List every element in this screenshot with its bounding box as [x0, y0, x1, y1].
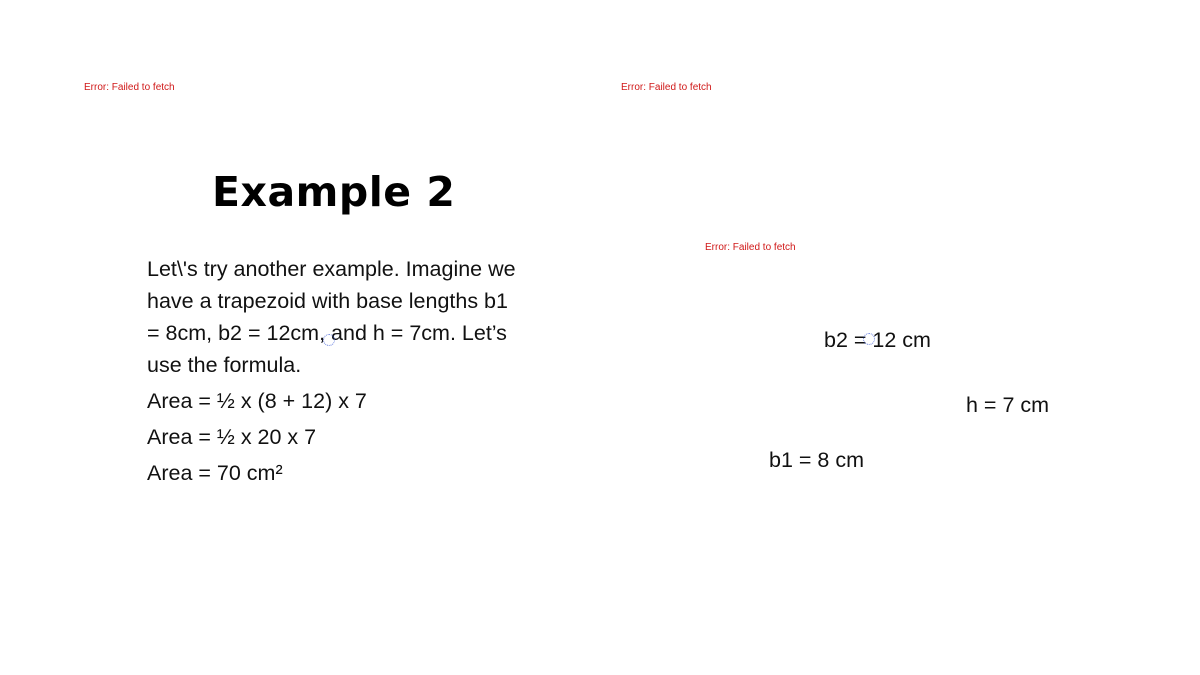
formula-step-2: Area = ½ x 20 x 7 — [147, 425, 317, 449]
formula-step-1: Area = ½ x (8 + 12) x 7 — [147, 389, 367, 413]
example-text-block — [147, 253, 519, 489]
intro-paragraph: Let\'s try another example. Imagine we have a trapezoid with base lengths b1 = 8cm, b2 = 12cm, and h = 7cm. Let’s use the formula. — [147, 257, 516, 377]
label-b2: b2 = 12 cm — [824, 328, 931, 352]
label-h: h = 7 cm — [966, 393, 1050, 417]
error-message-right: Error: Failed to fetch — [621, 82, 712, 93]
loading-spinner-icon — [323, 334, 335, 346]
loading-spinner-icon — [863, 333, 875, 345]
slide-title: Example 2 — [212, 168, 456, 216]
error-message-diagram: Error: Failed to fetch — [705, 242, 796, 253]
label-b1: b1 = 8 cm — [769, 448, 865, 472]
error-message-left: Error: Failed to fetch — [84, 82, 175, 93]
formula-step-3: Area = 70 cm² — [147, 461, 283, 485]
